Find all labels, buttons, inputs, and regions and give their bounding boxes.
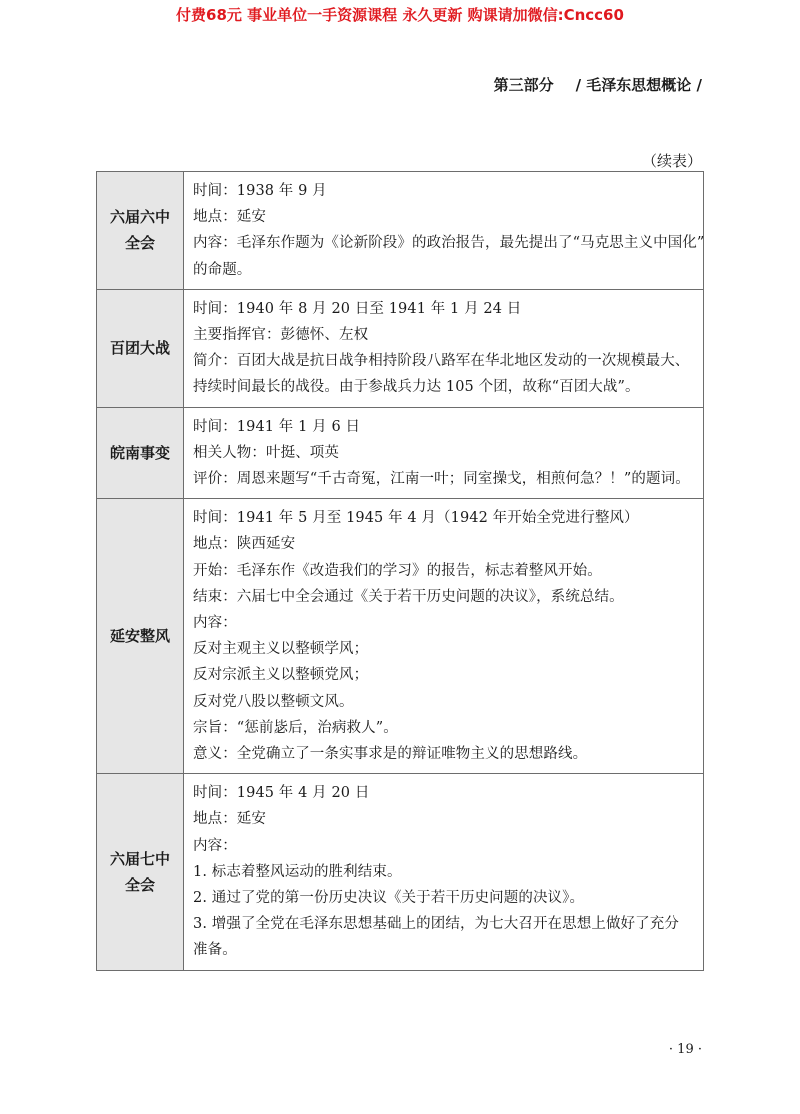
table-row: [97, 172, 704, 290]
content-line: 主要指挥官：彭德怀、左权: [193, 327, 369, 344]
content-line: 意义：全党确立了一条实事求是的辩证唯物主义的思想路线。: [193, 746, 588, 763]
events-table: [96, 171, 704, 971]
table-row: [97, 499, 704, 774]
row-label-line: 皖南事变: [109, 443, 170, 462]
content-line: 3. 增强了全党在毛泽东思想基础上的团结，为七大召开在思想上做好了充分: [193, 916, 679, 933]
row-label: [97, 407, 184, 499]
content-line: 2. 通过了党的第一份历史决议《关于若干历史问题的决议》。: [193, 890, 585, 907]
content-line: 内容：毛泽东作题为《论新阶段》的政治报告，最先提出了“马克思主义中国化”: [193, 235, 705, 252]
row-label: [97, 774, 184, 970]
content-line: 反对党八股以整顿文风。: [193, 693, 354, 710]
chapter-title: / 毛泽东思想概论 /: [575, 76, 702, 94]
part-label: 第三部分: [493, 76, 554, 94]
content-line: 反对主观主义以整顿学风；: [193, 641, 369, 658]
content-line: 时间：1940 年 8 月 20 日至 1941 年 1 月 24 日: [193, 300, 522, 317]
content-line: 时间：1941 年 1 月 6 日: [193, 418, 361, 435]
content-line: 反对宗派主义以整顿党风；: [193, 667, 369, 684]
content-line: 相关人物：叶挺、项英: [193, 444, 339, 461]
running-head: [494, 74, 702, 95]
row-label-line: 百团大战: [109, 339, 170, 358]
table-row: [97, 289, 704, 407]
content-line: 时间：1945 年 4 月 20 日: [193, 785, 370, 802]
table-row: [97, 407, 704, 499]
content-line: 地点：延安: [193, 209, 266, 226]
content-line: 时间：1941 年 5 月至 1945 年 4 月（1942 年开始全党进行整风）: [193, 510, 639, 527]
row-content: [184, 289, 704, 407]
row-content: [184, 499, 704, 774]
content-line: 开始：毛泽东作《改造我们的学习》的报告，标志着整风开始。: [193, 562, 602, 579]
table-row: [97, 774, 704, 970]
content-line: 内容：: [193, 615, 237, 632]
content-line: 宗旨：“惩前毖后，治病救人”。: [193, 719, 398, 736]
row-content: [184, 774, 704, 970]
content-line: 地点：延安: [193, 811, 266, 828]
row-label-line: 延安整风: [109, 627, 170, 646]
row-content: [184, 172, 704, 290]
row-label-line: 六届七中: [109, 849, 170, 868]
continued-label: （续表）: [641, 152, 702, 170]
content-line: 内容：: [193, 837, 237, 854]
content-line: 简介：百团大战是抗日战争相持阶段八路军在华北地区发动的一次规模最大、: [193, 353, 690, 370]
row-label-line: 六届六中: [109, 208, 170, 227]
content-line: 1. 标志着整风运动的胜利结束。: [193, 863, 402, 880]
row-label: [97, 289, 184, 407]
content-line: 地点：陕西延安: [193, 536, 296, 553]
row-label: [97, 172, 184, 290]
row-label-line: 全会: [124, 875, 155, 894]
page-number: · 19 ·: [668, 1042, 702, 1057]
content-line: 准备。: [193, 942, 237, 959]
row-content: [184, 407, 704, 499]
row-label: [97, 499, 184, 774]
content-line: 持续时间最长的战役。由于参战兵力达 105 个团，故称“百团大战”。: [193, 379, 640, 396]
row-label-line: 全会: [124, 234, 155, 253]
content-line: 评价：周恩来题写“千古奇冤，江南一叶；同室操戈，相煎何急？！”的题词。: [193, 471, 690, 488]
watermark-text: 付费68元 事业单位一手资源课程 永久更新 购课请加微信:Cncc60: [176, 6, 624, 24]
content-line: 结束：六届七中全会通过《关于若干历史问题的决议》，系统总结。: [193, 588, 624, 605]
content-line: 时间：1938 年 9 月: [193, 183, 327, 199]
content-line: 的命题。: [193, 261, 252, 278]
